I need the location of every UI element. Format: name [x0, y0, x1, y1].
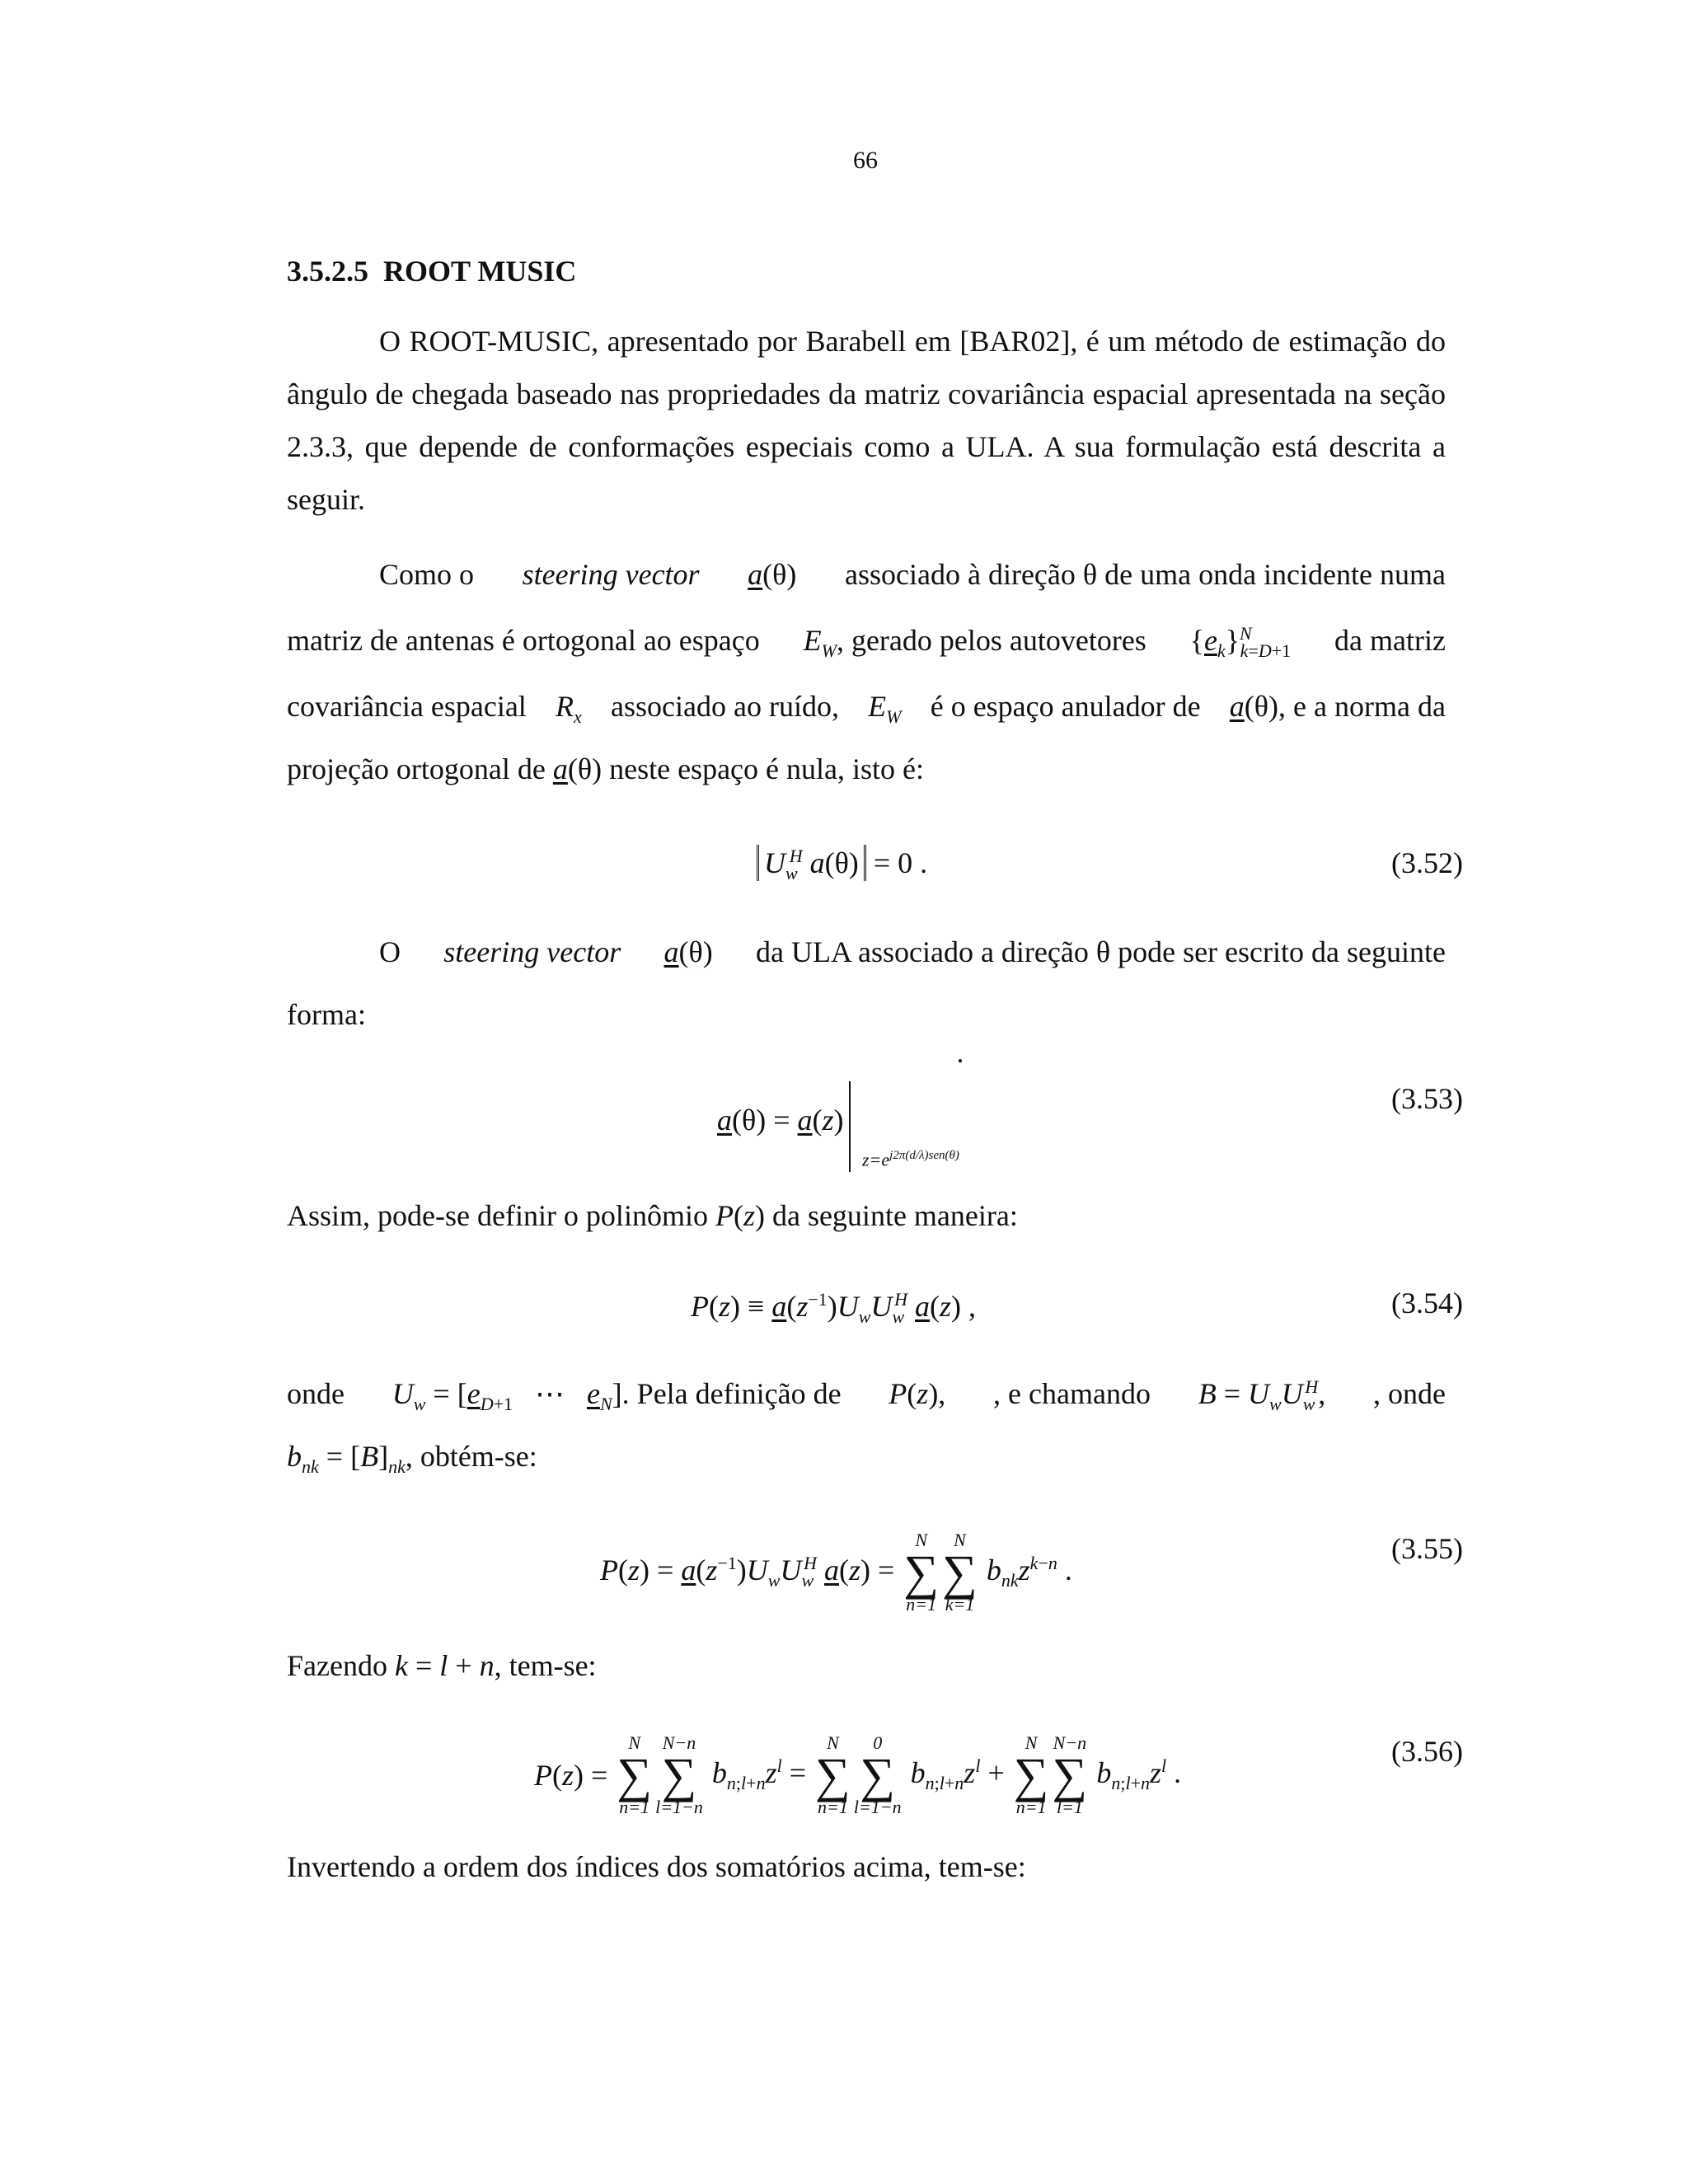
equation-3-56: P(z) = N ∑ n=1 N−n ∑ l=1−n $b_{n;l+n}z^l$ = N ∑ n=1 0 ∑ l=1−n $b_{n;l+n}z^l$ + N ∑ n=1 N−n ∑ l=1 $b_{n;l+n}z^l$ .	[534, 1732, 1182, 1817]
paragraph-2-line-1: Como o steering vector a(θ) associado à direção θ de uma onda incidente numa	[379, 558, 1446, 591]
equation-number: (3.54)	[1391, 1286, 1463, 1319]
equation-3-53: a(θ) = a(z) $z=e^{j2\pi(d/\lambda)sen(\theta)}$ .	[717, 1081, 964, 1180]
equation-number: (3.55)	[1391, 1532, 1463, 1565]
equation-3-52: $U_w^H$ a(θ) = 0 .	[757, 846, 927, 884]
text-polynomial-definition: Assim, pode-se definir o polinômio P(z) da seguinte maneira:	[287, 1199, 1018, 1232]
steering-vector-symbol: a(θ)	[748, 558, 797, 591]
text-invertendo: Invertendo a ordem dos índices dos somatórios acima, tem-se:	[287, 1850, 1026, 1883]
paragraph-3-line-1: O steering vector a(θ) da ULA associado a direção θ pode ser escrito da seguinte	[379, 935, 1446, 968]
section-title: ROOT MUSIC	[383, 255, 577, 288]
paragraph-intro-text: O ROOT-MUSIC, apresentado por Barabell em [BAR02], é um método de estimação do ângulo de chegada baseado nas propriedades da matriz covariância espacial apresentada na seção 2.3.3, que depende de conformações especiais como a ULA. A sua formulação está descrita a seguir.	[287, 325, 1446, 516]
paragraph-2-line-4: projeção ortogonal de a(θ) neste espaço é nula, isto é:	[287, 752, 924, 785]
equation-number: (3.52)	[1391, 846, 1463, 879]
text-bnk-line: $b_{nk} = [B]_{nk}$, obtém-se:	[287, 1440, 537, 1478]
equation-number: (3.56)	[1391, 1735, 1463, 1768]
paragraph-intro	[287, 315, 1446, 526]
section-heading	[287, 254, 576, 288]
paragraph-2-line-3: covariância espacial $R_x$ associado ao ruído, $E_W$ é o espaço anulador de a(θ), e a norma da	[287, 690, 1446, 728]
paragraph-2-line-2: matriz de antenas é ortogonal ao espaço $E_W$, gerado pelos autovetores $\{e_k\}^N_{k=D+1}$ da matriz	[287, 623, 1446, 662]
text-fazendo: Fazendo k = l + n, tem-se:	[287, 1649, 597, 1682]
equation-3-54: $P(z) \equiv a(z^{-1})U_wU_w^H$ a(z) ,	[691, 1289, 977, 1328]
page-number: 66	[853, 147, 878, 174]
text-onde-line: onde $U_w = [e_{D+1}$ ⋯ $e_N$]. Pela definição de P(z), , e chamando $B = U_wU_w^H$, , onde	[287, 1376, 1446, 1415]
equation-3-55: $P(z) = a(z^{-1})U_wU_w^H$ a(z) = N ∑ n=1 N ∑ k=1 $b_{nk}z^{k-n}$ .	[600, 1530, 1072, 1615]
section-number: 3.5.2.5	[287, 255, 368, 288]
paragraph-3-line-2: forma:	[287, 998, 366, 1031]
eigenvector-set: $\{e_k\}^N_{k=D+1}$	[1189, 623, 1292, 662]
equation-number: (3.53)	[1391, 1082, 1463, 1115]
